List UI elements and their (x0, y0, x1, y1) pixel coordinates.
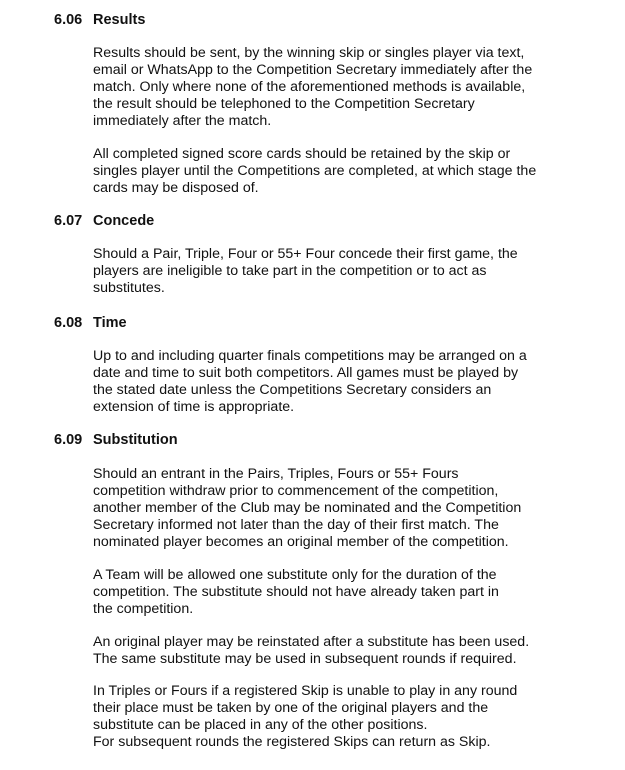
text-line: competition withdraw prior to commencement of the competition, (93, 483, 499, 499)
section-title: Substitution (93, 432, 178, 448)
text-line: Should a Pair, Triple, Four or 55+ Four concede their first game, the (93, 246, 518, 262)
text-line: immediately after the match. (93, 113, 272, 129)
text-line: competition. The substitute should not have already taken part in (93, 584, 499, 600)
text-line: the stated date unless the Competitions Secretary considers an (93, 382, 492, 398)
text-line: their place must be taken by one of the original players and the (93, 700, 489, 716)
section-number: 6.06 (54, 12, 83, 28)
text-line: Results should be sent, by the winning skip or singles player via text, (93, 45, 525, 61)
paragraph (93, 146, 573, 197)
text-line: In Triples or Fours if a registered Skip is unable to play in any round (93, 683, 518, 699)
text-line: For subsequent rounds the registered Skips can return as Skip. (93, 734, 491, 750)
text-line: The same substitute may be used in subsequent rounds if required. (93, 651, 517, 667)
paragraph (93, 634, 573, 668)
text-line: Secretary informed not later than the day of their first match. The (93, 517, 499, 533)
text-line: substitutes. (93, 280, 165, 296)
text-line: Should an entrant in the Pairs, Triples, Fours or 55+ Fours (93, 466, 459, 482)
text-line: singles player until the Competitions are completed, at which stage the (93, 163, 537, 179)
paragraph (93, 466, 573, 551)
text-line: substitute can be placed in any of the other positions. (93, 717, 428, 733)
section-heading (54, 11, 145, 29)
text-line: cards may be disposed of. (93, 180, 259, 196)
text-line: date and time to suit both competitors. All games must be played by (93, 365, 519, 381)
paragraph (93, 683, 573, 751)
text-line: All completed signed score cards should be retained by the skip or (93, 146, 511, 162)
section-title: Concede (93, 213, 155, 229)
text-line: another member of the Club may be nominated and the Competition (93, 500, 522, 516)
text-line: An original player may be reinstated after a substitute has been used. (93, 634, 530, 650)
text-line: the competition. (93, 601, 194, 617)
paragraph (93, 45, 573, 130)
text-line: nominated player becomes an original member of the competition. (93, 534, 509, 550)
text-line: email or WhatsApp to the Competition Secretary immediately after the (93, 62, 533, 78)
section-title: Results (93, 12, 146, 28)
text-line: the result should be telephoned to the Competition Secretary (93, 96, 475, 112)
section-heading (54, 212, 154, 230)
text-line: extension of time is appropriate. (93, 399, 295, 415)
paragraph (93, 567, 573, 618)
section-heading (54, 431, 178, 449)
text-line: Up to and including quarter finals competitions may be arranged on a (93, 348, 527, 364)
paragraph (93, 348, 573, 416)
text-line: players are ineligible to take part in the competition or to act as (93, 263, 487, 279)
text-line: A Team will be allowed one substitute only for the duration of the (93, 567, 497, 583)
text-line: match. Only where none of the aforementioned methods is available, (93, 79, 526, 95)
section-number: 6.07 (54, 213, 83, 229)
section-number: 6.08 (54, 315, 83, 331)
paragraph (93, 246, 573, 297)
section-heading (54, 314, 127, 332)
section-title: Time (93, 315, 127, 331)
section-number: 6.09 (54, 432, 83, 448)
